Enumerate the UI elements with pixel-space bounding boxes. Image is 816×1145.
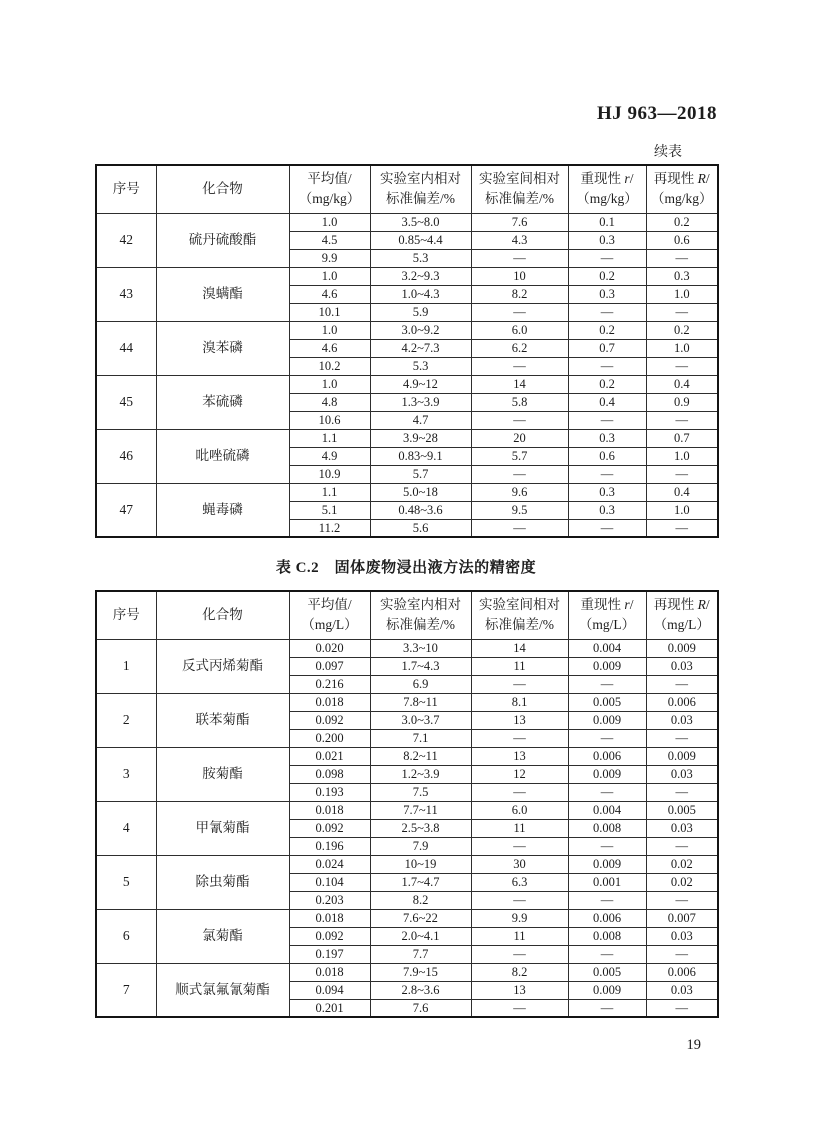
reproducibility-cell: 0.2 xyxy=(646,213,718,231)
table2-title: 表 C.2 固体废物浸出液方法的精密度 xyxy=(275,560,537,576)
seq-cell: 7 xyxy=(96,963,156,1017)
repeatability-cell: 0.3 xyxy=(568,231,646,249)
column-header: 再现性 R/ （mg/kg） xyxy=(646,165,718,213)
column-header: 平均值/ （mg/L） xyxy=(289,591,370,639)
table-row xyxy=(96,375,718,393)
repeatability-cell: — xyxy=(568,837,646,855)
table-row xyxy=(96,801,718,819)
repeatability-cell: 0.6 xyxy=(568,447,646,465)
inter-rsd-cell: — xyxy=(471,729,568,747)
intra-rsd-cell: 5.6 xyxy=(370,519,471,537)
repeatability-cell: — xyxy=(568,945,646,963)
reproducibility-cell: 1.0 xyxy=(646,285,718,303)
seq-cell: 46 xyxy=(96,429,156,483)
reproducibility-cell: 0.03 xyxy=(646,657,718,675)
inter-rsd-cell: — xyxy=(471,465,568,483)
avg-cell: 1.0 xyxy=(289,267,370,285)
column-header: 重现性 r/ （mg/L） xyxy=(568,591,646,639)
inter-rsd-cell: 13 xyxy=(471,747,568,765)
repeatability-cell: — xyxy=(568,465,646,483)
avg-cell: 0.092 xyxy=(289,927,370,945)
reproducibility-cell: — xyxy=(646,891,718,909)
avg-cell: 0.203 xyxy=(289,891,370,909)
inter-rsd-cell: 7.6 xyxy=(471,213,568,231)
table-row xyxy=(96,213,718,231)
repeatability-cell: 0.3 xyxy=(568,285,646,303)
compound-cell: 除虫菊酯 xyxy=(156,855,289,909)
intra-rsd-cell: 1.7~4.3 xyxy=(370,657,471,675)
avg-cell: 0.193 xyxy=(289,783,370,801)
inter-rsd-cell: — xyxy=(471,249,568,267)
reproducibility-cell: 0.4 xyxy=(646,483,718,501)
avg-cell: 1.0 xyxy=(289,321,370,339)
avg-cell: 4.9 xyxy=(289,447,370,465)
intra-rsd-cell: 7.9~15 xyxy=(370,963,471,981)
repeatability-cell: 0.3 xyxy=(568,501,646,519)
table-row xyxy=(96,321,718,339)
repeatability-cell: 0.7 xyxy=(568,339,646,357)
reproducibility-cell: 0.9 xyxy=(646,393,718,411)
intra-rsd-cell: 8.2~11 xyxy=(370,747,471,765)
reproducibility-cell: 1.0 xyxy=(646,501,718,519)
reproducibility-cell: 0.009 xyxy=(646,639,718,657)
column-header: 重现性 r/ （mg/kg） xyxy=(568,165,646,213)
intra-rsd-cell: 7.5 xyxy=(370,783,471,801)
intra-rsd-cell: 3.5~8.0 xyxy=(370,213,471,231)
doc-number: HJ 963—2018 xyxy=(596,103,717,124)
avg-cell: 10.1 xyxy=(289,303,370,321)
table-row xyxy=(96,429,718,447)
reproducibility-cell: — xyxy=(646,837,718,855)
reproducibility-cell: — xyxy=(646,783,718,801)
compound-cell: 氯菊酯 xyxy=(156,909,289,963)
repeatability-cell: 0.4 xyxy=(568,393,646,411)
table-row xyxy=(96,483,718,501)
reproducibility-cell: — xyxy=(646,411,718,429)
avg-cell: 4.6 xyxy=(289,339,370,357)
avg-cell: 0.018 xyxy=(289,963,370,981)
intra-rsd-cell: 0.85~4.4 xyxy=(370,231,471,249)
intra-rsd-cell: 4.9~12 xyxy=(370,375,471,393)
reproducibility-cell: 0.03 xyxy=(646,711,718,729)
repeatability-cell: 0.004 xyxy=(568,801,646,819)
intra-rsd-cell: 1.2~3.9 xyxy=(370,765,471,783)
avg-cell: 1.0 xyxy=(289,375,370,393)
repeatability-cell: 0.009 xyxy=(568,981,646,999)
reproducibility-cell: 0.03 xyxy=(646,927,718,945)
inter-rsd-cell: 6.2 xyxy=(471,339,568,357)
leachate-precision-table xyxy=(95,590,719,1018)
avg-cell: 1.1 xyxy=(289,429,370,447)
reproducibility-cell: 1.0 xyxy=(646,447,718,465)
repeatability-cell: — xyxy=(568,519,646,537)
seq-cell: 1 xyxy=(96,639,156,693)
header-row xyxy=(96,165,718,213)
repeatability-cell: — xyxy=(568,303,646,321)
table-row xyxy=(96,909,718,927)
reproducibility-cell: 0.02 xyxy=(646,873,718,891)
reproducibility-cell: — xyxy=(646,675,718,693)
reproducibility-cell: 0.4 xyxy=(646,375,718,393)
seq-cell: 4 xyxy=(96,801,156,855)
compound-cell: 甲氰菊酯 xyxy=(156,801,289,855)
repeatability-cell: — xyxy=(568,891,646,909)
inter-rsd-cell: — xyxy=(471,411,568,429)
intra-rsd-cell: 7.1 xyxy=(370,729,471,747)
repeatability-cell: 0.2 xyxy=(568,267,646,285)
intra-rsd-cell: 0.83~9.1 xyxy=(370,447,471,465)
intra-rsd-cell: 2.8~3.6 xyxy=(370,981,471,999)
intra-rsd-cell: 4.7 xyxy=(370,411,471,429)
repeatability-cell: — xyxy=(568,357,646,375)
compound-cell: 溴苯磷 xyxy=(156,321,289,375)
inter-rsd-cell: 5.7 xyxy=(471,447,568,465)
intra-rsd-cell: 0.48~3.6 xyxy=(370,501,471,519)
inter-rsd-cell: — xyxy=(471,945,568,963)
header-row xyxy=(96,591,718,639)
column-header: 序号 xyxy=(96,165,156,213)
intra-rsd-cell: 7.8~11 xyxy=(370,693,471,711)
inter-rsd-cell: — xyxy=(471,891,568,909)
repeatability-cell: 0.009 xyxy=(568,765,646,783)
reproducibility-cell: 0.03 xyxy=(646,765,718,783)
repeatability-cell: — xyxy=(568,999,646,1017)
column-header: 化合物 xyxy=(156,165,289,213)
compound-cell: 硫丹硫酸酯 xyxy=(156,213,289,267)
repeatability-cell: 0.009 xyxy=(568,657,646,675)
seq-cell: 47 xyxy=(96,483,156,537)
intra-rsd-cell: 5.3 xyxy=(370,249,471,267)
column-header: 实验室内相对 标准偏差/% xyxy=(370,591,471,639)
repeatability-cell: 0.2 xyxy=(568,321,646,339)
compound-cell: 苯硫磷 xyxy=(156,375,289,429)
precision-table-continued xyxy=(95,164,719,538)
intra-rsd-cell: 2.5~3.8 xyxy=(370,819,471,837)
table-row xyxy=(96,855,718,873)
inter-rsd-cell: — xyxy=(471,783,568,801)
reproducibility-cell: — xyxy=(646,999,718,1017)
inter-rsd-cell: 11 xyxy=(471,927,568,945)
avg-cell: 10.6 xyxy=(289,411,370,429)
reproducibility-cell: 1.0 xyxy=(646,339,718,357)
reproducibility-cell: 0.005 xyxy=(646,801,718,819)
avg-cell: 0.092 xyxy=(289,711,370,729)
inter-rsd-cell: 14 xyxy=(471,375,568,393)
reproducibility-cell: 0.03 xyxy=(646,819,718,837)
table-row xyxy=(96,693,718,711)
intra-rsd-cell: 7.9 xyxy=(370,837,471,855)
intra-rsd-cell: 4.2~7.3 xyxy=(370,339,471,357)
compound-cell: 蝇毒磷 xyxy=(156,483,289,537)
inter-rsd-cell: 8.2 xyxy=(471,285,568,303)
reproducibility-cell: 0.006 xyxy=(646,693,718,711)
inter-rsd-cell: 11 xyxy=(471,819,568,837)
column-header: 化合物 xyxy=(156,591,289,639)
table-row xyxy=(96,267,718,285)
inter-rsd-cell: 10 xyxy=(471,267,568,285)
inter-rsd-cell: — xyxy=(471,837,568,855)
compound-cell: 联苯菊酯 xyxy=(156,693,289,747)
avg-cell: 1.0 xyxy=(289,213,370,231)
seq-cell: 44 xyxy=(96,321,156,375)
avg-cell: 0.216 xyxy=(289,675,370,693)
inter-rsd-cell: 9.6 xyxy=(471,483,568,501)
column-header: 序号 xyxy=(96,591,156,639)
inter-rsd-cell: 30 xyxy=(471,855,568,873)
intra-rsd-cell: 7.7~11 xyxy=(370,801,471,819)
seq-cell: 42 xyxy=(96,213,156,267)
reproducibility-cell: 0.3 xyxy=(646,267,718,285)
reproducibility-cell: — xyxy=(646,945,718,963)
repeatability-cell: 0.005 xyxy=(568,693,646,711)
intra-rsd-cell: 1.3~3.9 xyxy=(370,393,471,411)
seq-cell: 5 xyxy=(96,855,156,909)
repeatability-cell: 0.1 xyxy=(568,213,646,231)
intra-rsd-cell: 5.7 xyxy=(370,465,471,483)
intra-rsd-cell: 3.0~9.2 xyxy=(370,321,471,339)
inter-rsd-cell: 11 xyxy=(471,657,568,675)
avg-cell: 9.9 xyxy=(289,249,370,267)
column-header: 平均值/ （mg/kg） xyxy=(289,165,370,213)
avg-cell: 0.018 xyxy=(289,693,370,711)
inter-rsd-cell: 13 xyxy=(471,981,568,999)
inter-rsd-cell: 20 xyxy=(471,429,568,447)
intra-rsd-cell: 8.2 xyxy=(370,891,471,909)
intra-rsd-cell: 3.2~9.3 xyxy=(370,267,471,285)
avg-cell: 0.092 xyxy=(289,819,370,837)
avg-cell: 0.021 xyxy=(289,747,370,765)
inter-rsd-cell: 4.3 xyxy=(471,231,568,249)
inter-rsd-cell: 9.9 xyxy=(471,909,568,927)
intra-rsd-cell: 7.7 xyxy=(370,945,471,963)
reproducibility-cell: 0.2 xyxy=(646,321,718,339)
column-header: 实验室间相对 标准偏差/% xyxy=(471,591,568,639)
repeatability-cell: — xyxy=(568,783,646,801)
avg-cell: 10.2 xyxy=(289,357,370,375)
repeatability-cell: — xyxy=(568,411,646,429)
repeatability-cell: 0.005 xyxy=(568,963,646,981)
column-header: 实验室间相对 标准偏差/% xyxy=(471,165,568,213)
inter-rsd-cell: — xyxy=(471,675,568,693)
inter-rsd-cell: — xyxy=(471,999,568,1017)
seq-cell: 43 xyxy=(96,267,156,321)
reproducibility-cell: — xyxy=(646,465,718,483)
inter-rsd-cell: 8.1 xyxy=(471,693,568,711)
compound-cell: 顺式氯氟氰菊酯 xyxy=(156,963,289,1017)
avg-cell: 1.1 xyxy=(289,483,370,501)
reproducibility-cell: — xyxy=(646,357,718,375)
reproducibility-cell: — xyxy=(646,729,718,747)
table-row xyxy=(96,963,718,981)
intra-rsd-cell: 7.6~22 xyxy=(370,909,471,927)
compound-cell: 反式丙烯菊酯 xyxy=(156,639,289,693)
avg-cell: 0.104 xyxy=(289,873,370,891)
avg-cell: 0.200 xyxy=(289,729,370,747)
inter-rsd-cell: 9.5 xyxy=(471,501,568,519)
repeatability-cell: 0.001 xyxy=(568,873,646,891)
repeatability-cell: 0.3 xyxy=(568,429,646,447)
avg-cell: 5.1 xyxy=(289,501,370,519)
avg-cell: 0.196 xyxy=(289,837,370,855)
repeatability-cell: 0.006 xyxy=(568,909,646,927)
repeatability-cell: — xyxy=(568,249,646,267)
avg-cell: 0.018 xyxy=(289,801,370,819)
intra-rsd-cell: 3.3~10 xyxy=(370,639,471,657)
avg-cell: 4.5 xyxy=(289,231,370,249)
repeatability-cell: 0.2 xyxy=(568,375,646,393)
compound-cell: 溴螨酯 xyxy=(156,267,289,321)
intra-rsd-cell: 5.3 xyxy=(370,357,471,375)
avg-cell: 4.6 xyxy=(289,285,370,303)
reproducibility-cell: 0.006 xyxy=(646,963,718,981)
repeatability-cell: 0.009 xyxy=(568,855,646,873)
reproducibility-cell: 0.009 xyxy=(646,747,718,765)
reproducibility-cell: 0.007 xyxy=(646,909,718,927)
inter-rsd-cell: 5.8 xyxy=(471,393,568,411)
avg-cell: 0.024 xyxy=(289,855,370,873)
inter-rsd-cell: — xyxy=(471,303,568,321)
intra-rsd-cell: 7.6 xyxy=(370,999,471,1017)
avg-cell: 0.020 xyxy=(289,639,370,657)
intra-rsd-cell: 3.9~28 xyxy=(370,429,471,447)
avg-cell: 0.097 xyxy=(289,657,370,675)
intra-rsd-cell: 5.9 xyxy=(370,303,471,321)
repeatability-cell: 0.004 xyxy=(568,639,646,657)
avg-cell: 0.201 xyxy=(289,999,370,1017)
inter-rsd-cell: 8.2 xyxy=(471,963,568,981)
reproducibility-cell: 0.6 xyxy=(646,231,718,249)
reproducibility-cell: 0.03 xyxy=(646,981,718,999)
intra-rsd-cell: 10~19 xyxy=(370,855,471,873)
seq-cell: 2 xyxy=(96,693,156,747)
avg-cell: 11.2 xyxy=(289,519,370,537)
intra-rsd-cell: 1.0~4.3 xyxy=(370,285,471,303)
repeatability-cell: 0.008 xyxy=(568,819,646,837)
seq-cell: 45 xyxy=(96,375,156,429)
intra-rsd-cell: 1.7~4.7 xyxy=(370,873,471,891)
reproducibility-cell: 0.02 xyxy=(646,855,718,873)
continued-table-label: 续表 xyxy=(654,145,682,160)
reproducibility-cell: — xyxy=(646,249,718,267)
inter-rsd-cell: 12 xyxy=(471,765,568,783)
avg-cell: 0.098 xyxy=(289,765,370,783)
reproducibility-cell: 0.7 xyxy=(646,429,718,447)
intra-rsd-cell: 6.9 xyxy=(370,675,471,693)
avg-cell: 4.8 xyxy=(289,393,370,411)
page-number: 19 xyxy=(686,1037,701,1053)
avg-cell: 0.094 xyxy=(289,981,370,999)
repeatability-cell: 0.006 xyxy=(568,747,646,765)
repeatability-cell: — xyxy=(568,729,646,747)
inter-rsd-cell: 13 xyxy=(471,711,568,729)
avg-cell: 10.9 xyxy=(289,465,370,483)
avg-cell: 0.197 xyxy=(289,945,370,963)
inter-rsd-cell: 6.0 xyxy=(471,321,568,339)
table-row xyxy=(96,747,718,765)
repeatability-cell: 0.009 xyxy=(568,711,646,729)
compound-cell: 吡唑硫磷 xyxy=(156,429,289,483)
avg-cell: 0.018 xyxy=(289,909,370,927)
repeatability-cell: — xyxy=(568,675,646,693)
column-header: 再现性 R/ （mg/L） xyxy=(646,591,718,639)
inter-rsd-cell: 6.0 xyxy=(471,801,568,819)
inter-rsd-cell: — xyxy=(471,357,568,375)
compound-cell: 胺菊酯 xyxy=(156,747,289,801)
seq-cell: 6 xyxy=(96,909,156,963)
repeatability-cell: 0.008 xyxy=(568,927,646,945)
repeatability-cell: 0.3 xyxy=(568,483,646,501)
intra-rsd-cell: 3.0~3.7 xyxy=(370,711,471,729)
inter-rsd-cell: 14 xyxy=(471,639,568,657)
inter-rsd-cell: — xyxy=(471,519,568,537)
reproducibility-cell: — xyxy=(646,519,718,537)
table-row xyxy=(96,639,718,657)
reproducibility-cell: — xyxy=(646,303,718,321)
seq-cell: 3 xyxy=(96,747,156,801)
intra-rsd-cell: 2.0~4.1 xyxy=(370,927,471,945)
intra-rsd-cell: 5.0~18 xyxy=(370,483,471,501)
column-header: 实验室内相对 标准偏差/% xyxy=(370,165,471,213)
inter-rsd-cell: 6.3 xyxy=(471,873,568,891)
